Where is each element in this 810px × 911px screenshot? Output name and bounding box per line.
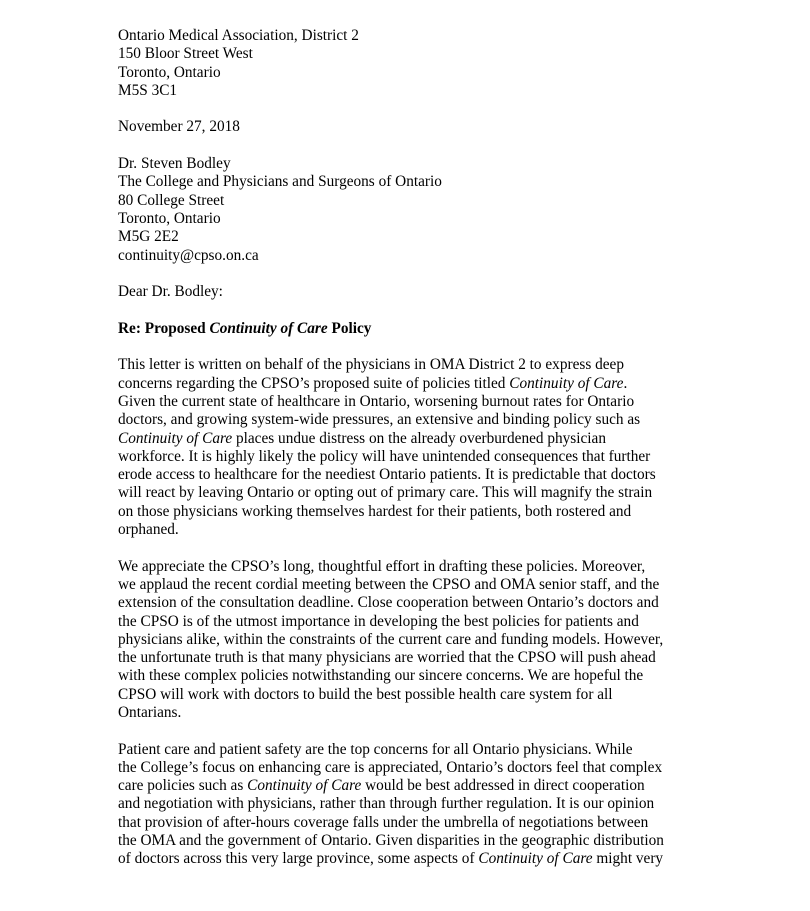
subject-suffix: Policy [327, 319, 372, 337]
paragraph-line [118, 521, 718, 539]
text-segment: We appreciate the CPSO’s long, thoughtful effort in drafting these policies. Moreover, [118, 557, 646, 575]
paragraph-line [118, 832, 718, 850]
subject-title: Continuity of Care [209, 319, 328, 337]
body-paragraph [118, 558, 718, 723]
text-segment: Ontarians. [118, 703, 182, 721]
text-segment: the unfortunate truth is that many physicians are worried that the CPSO will push ahead [118, 649, 656, 667]
text-segment: extension of the consultation deadline. Close cooperation between Ontario’s doctors and [118, 594, 659, 612]
text-segment: on those physicians working themselves hardest for their patients, both rostered and [118, 502, 632, 520]
text-segment: we applaud the recent cordial meeting between the CPSO and OMA senior staff, and the [118, 575, 660, 593]
paragraph-line [118, 503, 718, 521]
paragraph-line [118, 686, 718, 704]
sender-city: Toronto, Ontario [118, 63, 221, 81]
sender-address [118, 27, 718, 100]
body-paragraph [118, 356, 718, 539]
letter-page [118, 27, 718, 869]
sender-postal: M5S 3C1 [118, 81, 178, 99]
paragraph-line [118, 558, 718, 576]
recipient-email: continuity@cpso.on.ca [118, 246, 259, 264]
text-segment: physicians alike, within the constraints of the current care and funding models. However, [118, 630, 664, 648]
text-segment: the CPSO is of the utmost importance in developing the best policies for patients and [118, 612, 639, 630]
paragraph-line [118, 704, 718, 722]
paragraph-line [118, 594, 718, 612]
text-segment: the College’s focus on enhancing care is appreciated, Ontario’s doctors feel that complex [118, 758, 663, 776]
text-segment: will react by leaving Ontario or opting out of primary care. This will magnify the strain [118, 484, 653, 502]
paragraph-line [118, 649, 718, 667]
text-segment: Patient care and patient safety are the top concerns for all Ontario physicians. While [118, 740, 633, 758]
recipient-street: 80 College Street [118, 191, 225, 209]
paragraph-line [118, 667, 718, 685]
paragraph-line [118, 466, 718, 484]
recipient-city: Toronto, Ontario [118, 209, 221, 227]
text-segment: with these complex policies notwithstanding our sincere concerns. We are hopeful the [118, 667, 644, 685]
paragraph-line [118, 393, 718, 411]
text-segment: . [623, 374, 628, 392]
text-segment: and negotiation with physicians, rather than through further regulation. It is our opinion [118, 795, 655, 813]
body-paragraph [118, 741, 718, 869]
text-segment: Given the current state of healthcare in Ontario, worsening burnout rates for Ontario [118, 392, 635, 410]
text-segment: erode access to healthcare for the neediest Ontario patients. It is predictable that doctors [118, 466, 656, 484]
text-segment: the OMA and the government of Ontario. Given disparities in the geographic distribution [118, 832, 664, 850]
paragraph-line [118, 448, 718, 466]
paragraph-line [118, 613, 718, 631]
text-segment: that provision of after-hours coverage falls under the umbrella of negotiations between [118, 813, 649, 831]
recipient-postal: M5G 2E2 [118, 228, 179, 246]
text-segment: care policies such as [118, 777, 248, 795]
text-segment: places undue distress on the already overburdened physician [232, 429, 606, 447]
subject-line [118, 320, 718, 338]
text-segment: of doctors across this very large province, some aspects of [118, 850, 479, 868]
recipient-org: The College and Physicians and Surgeons of Ontario [118, 173, 442, 191]
paragraph-line [118, 777, 718, 795]
sender-street: 150 Bloor Street West [118, 45, 253, 63]
text-segment: concerns regarding the CPSO’s proposed suite of policies titled [118, 374, 510, 392]
recipient-address [118, 155, 718, 265]
text-segment: workforce. It is highly likely the policy will have unintended consequences that further [118, 447, 651, 465]
sender-org: Ontario Medical Association, District 2 [118, 27, 359, 44]
recipient-name: Dr. Steven Bodley [118, 155, 231, 173]
letter-body [118, 356, 718, 868]
text-segment: doctors, and growing system-wide pressures, an extensive and binding policy such as [118, 411, 641, 429]
text-segment: Continuity of Care [478, 850, 593, 868]
paragraph-line [118, 356, 718, 374]
paragraph-line [118, 375, 718, 393]
text-segment: would be best addressed in direct cooperation [361, 777, 645, 795]
text-segment: Continuity of Care [509, 374, 624, 392]
paragraph-line [118, 576, 718, 594]
paragraph-line [118, 411, 718, 429]
letter-date: November 27, 2018 [118, 118, 240, 136]
paragraph-line [118, 631, 718, 649]
paragraph-line [118, 814, 718, 832]
salutation: Dear Dr. Bodley: [118, 283, 223, 301]
paragraph-line [118, 795, 718, 813]
paragraph-line [118, 484, 718, 502]
text-segment: Continuity of Care [118, 429, 233, 447]
text-segment: Continuity of Care [247, 777, 362, 795]
paragraph-line [118, 430, 718, 448]
paragraph-line [118, 850, 718, 868]
paragraph-line [118, 741, 718, 759]
text-segment: orphaned. [118, 521, 179, 539]
text-segment: This letter is written on behalf of the physicians in OMA District 2 to express deep [118, 356, 624, 374]
subject-prefix: Re: Proposed [118, 319, 210, 337]
text-segment: CPSO will work with doctors to build the best possible health care system for all [118, 685, 613, 703]
paragraph-line [118, 759, 718, 777]
text-segment: might very [592, 850, 664, 868]
